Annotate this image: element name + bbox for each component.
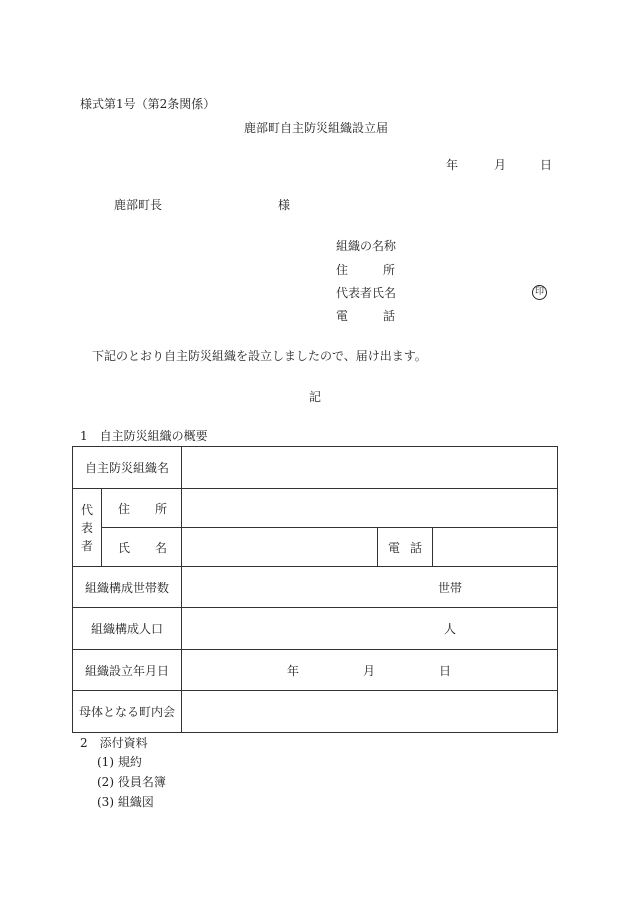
section2-heading: 2 添付資料 bbox=[80, 736, 148, 750]
attachment-item: (2) 役員名簿 bbox=[97, 775, 166, 789]
date-day-label: 日 bbox=[540, 158, 553, 172]
rep-phone-char-1: 電 bbox=[388, 540, 401, 555]
applicant-representative-label: 代表者氏名 bbox=[336, 286, 397, 300]
row-households bbox=[73, 567, 558, 608]
founded-day-unit: 日 bbox=[439, 663, 452, 678]
households-label: 組織構成世帯数 bbox=[73, 567, 182, 608]
rep-name-field[interactable] bbox=[182, 528, 378, 567]
rep-name-label bbox=[102, 528, 182, 567]
population-field[interactable] bbox=[182, 608, 558, 650]
org-name-label: 自主防災組織名 bbox=[73, 447, 182, 489]
founded-date-field[interactable] bbox=[182, 650, 558, 691]
applicant-phone-label-1: 電 bbox=[336, 309, 349, 323]
rep-address-char-2: 所 bbox=[155, 501, 168, 516]
date-year-label: 年 bbox=[446, 158, 459, 172]
rep-address-field[interactable] bbox=[182, 489, 558, 528]
applicant-org-name-label: 組織の名称 bbox=[336, 239, 397, 253]
rep-phone-field[interactable] bbox=[433, 528, 558, 567]
row-rep-address bbox=[73, 489, 558, 528]
households-unit: 世帯 bbox=[438, 580, 463, 595]
organization-overview-table bbox=[72, 446, 558, 733]
parent-association-label: 母体となる町内会 bbox=[73, 691, 182, 733]
org-name-field[interactable] bbox=[182, 447, 558, 489]
rep-name-char-1: 氏 bbox=[118, 540, 131, 555]
attachment-item: (3) 組織図 bbox=[97, 795, 154, 809]
applicant-address-label-2: 所 bbox=[383, 263, 396, 277]
attachment-item: (1) 規約 bbox=[97, 755, 142, 769]
applicant-address-label-1: 住 bbox=[336, 263, 349, 277]
addressee-honorific: 様 bbox=[278, 198, 291, 212]
row-parent-association bbox=[73, 691, 558, 733]
applicant-phone-label-2: 話 bbox=[383, 309, 396, 323]
parent-association-field[interactable] bbox=[182, 691, 558, 733]
rep-phone-char-2: 話 bbox=[410, 540, 423, 555]
population-unit: 人 bbox=[444, 622, 457, 636]
document-title: 鹿部町自主防災組織設立届 bbox=[244, 121, 389, 135]
form-number: 様式第1号（第2条関係） bbox=[80, 97, 216, 111]
statement-text: 下記のとおり自主防災組織を設立しましたので、届け出ます。 bbox=[92, 349, 427, 363]
row-rep-name bbox=[73, 528, 558, 567]
founded-label: 組織設立年月日 bbox=[73, 650, 182, 691]
ki-marker: 記 bbox=[309, 390, 322, 404]
section1-heading: 1 自主防災組織の概要 bbox=[80, 429, 208, 443]
founded-year-unit: 年 bbox=[287, 663, 300, 678]
rep-char-3: 者 bbox=[80, 538, 93, 553]
row-founded-date bbox=[73, 650, 558, 691]
row-org-name bbox=[73, 447, 558, 489]
rep-char-2: 表 bbox=[80, 520, 93, 535]
population-label: 組織構成人口 bbox=[73, 608, 182, 650]
rep-name-char-2: 名 bbox=[155, 540, 168, 555]
rep-char-1: 代 bbox=[80, 502, 93, 517]
addressee-name: 鹿部町長 bbox=[114, 198, 163, 212]
rep-phone-label bbox=[378, 528, 433, 567]
rep-address-char-1: 住 bbox=[118, 501, 131, 516]
rep-address-label bbox=[102, 489, 182, 528]
row-population bbox=[73, 608, 558, 650]
founded-month-unit: 月 bbox=[363, 663, 376, 678]
representative-group-label bbox=[73, 489, 102, 567]
households-field[interactable] bbox=[182, 567, 558, 608]
seal-mark: 印 bbox=[532, 285, 547, 300]
date-month-label: 月 bbox=[494, 158, 507, 172]
